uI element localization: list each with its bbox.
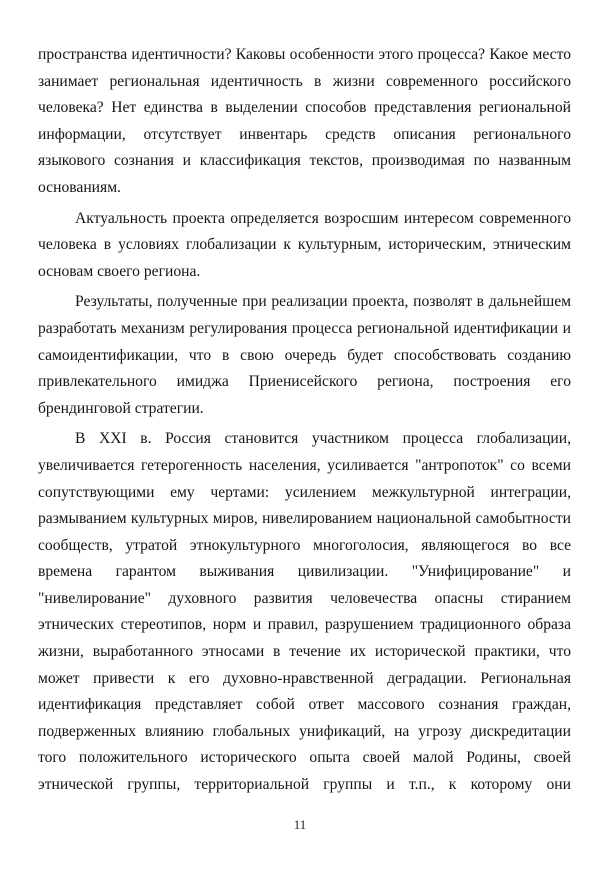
text-line: привлекательного имиджа Приенисейского региона, построения его [38, 373, 571, 391]
text-line: В XXI в. Россия становится участником процесса глобализации, [75, 430, 571, 448]
paragraph-4 [38, 426, 571, 798]
text-line: идентификация представляет собой ответ массового сознания граждан, [38, 696, 571, 714]
paragraph-1 [38, 42, 571, 202]
text-line: размыванием культурных миров, нивелированием национальной самобытности [38, 510, 571, 528]
text-line: того положительного исторического опыта своей малой Родины, своей [38, 749, 571, 767]
text-line: этнической группы, территориальной группы и т.п., к которому они [38, 776, 571, 794]
text-line: занимает региональная идентичность в жизни современного российского [38, 72, 571, 90]
text-line: самоидентификации, что в свою очередь будет способствовать созданию [38, 346, 571, 364]
text-line: человека в условиях глобализации к культурным, историческим, этническим [38, 236, 571, 254]
text-line: информации, отсутствует инвентарь средств описания регионального [38, 125, 571, 143]
text-line: Результаты, полученные при реализации проекта, позволят в дальнейшем [75, 293, 571, 311]
text-line: Актуальность проекта определяется возросшим интересом современного [75, 209, 571, 227]
text-line: "нивелирование" духовного развития человечества опасны стиранием [38, 589, 571, 607]
text-line: основаниям. [38, 178, 121, 196]
text-line: основам своего региона. [38, 262, 201, 280]
text-line: сопутствующими ему чертами: усилением межкультурной интеграции, [38, 483, 571, 501]
text-line: увеличивается гетерогенность населения, усиливается "антропоток" со всеми [38, 456, 571, 474]
text-line: разработать механизм регулирования процесса региональной идентификации и [38, 319, 571, 337]
text-line: человека? Нет единства в выделении способов представления региональной [38, 99, 571, 117]
text-line: этнических стереотипов, норм и правил, разрушением традиционного образа [38, 616, 571, 634]
page-number: 11 [293, 817, 307, 832]
text-line: пространства идентичности? Каковы особенности этого процесса? Какое место [38, 46, 571, 63]
text-line: подверженных влиянию глобальных унификаций, на угрозу дискредитации [38, 722, 571, 740]
paragraph-3 [38, 289, 571, 422]
text-line: времена гарантом выживания цивилизации. "Унифицирование" и [38, 563, 571, 581]
text-line: может привести к его духовно-нравственной деградации. Региональная [38, 669, 571, 687]
paragraph-2 [38, 206, 571, 286]
text-line: брендинговой стратегии. [38, 399, 204, 417]
text-line: жизни, выработанного этносами в течение их исторической практики, что [38, 643, 571, 661]
text-line: сообществ, утратой этнокультурного многоголосия, являющегося во все [38, 536, 571, 554]
text-line: языкового сознания и классификация текстов, производимая по названным [38, 152, 571, 170]
body-text [38, 42, 571, 799]
